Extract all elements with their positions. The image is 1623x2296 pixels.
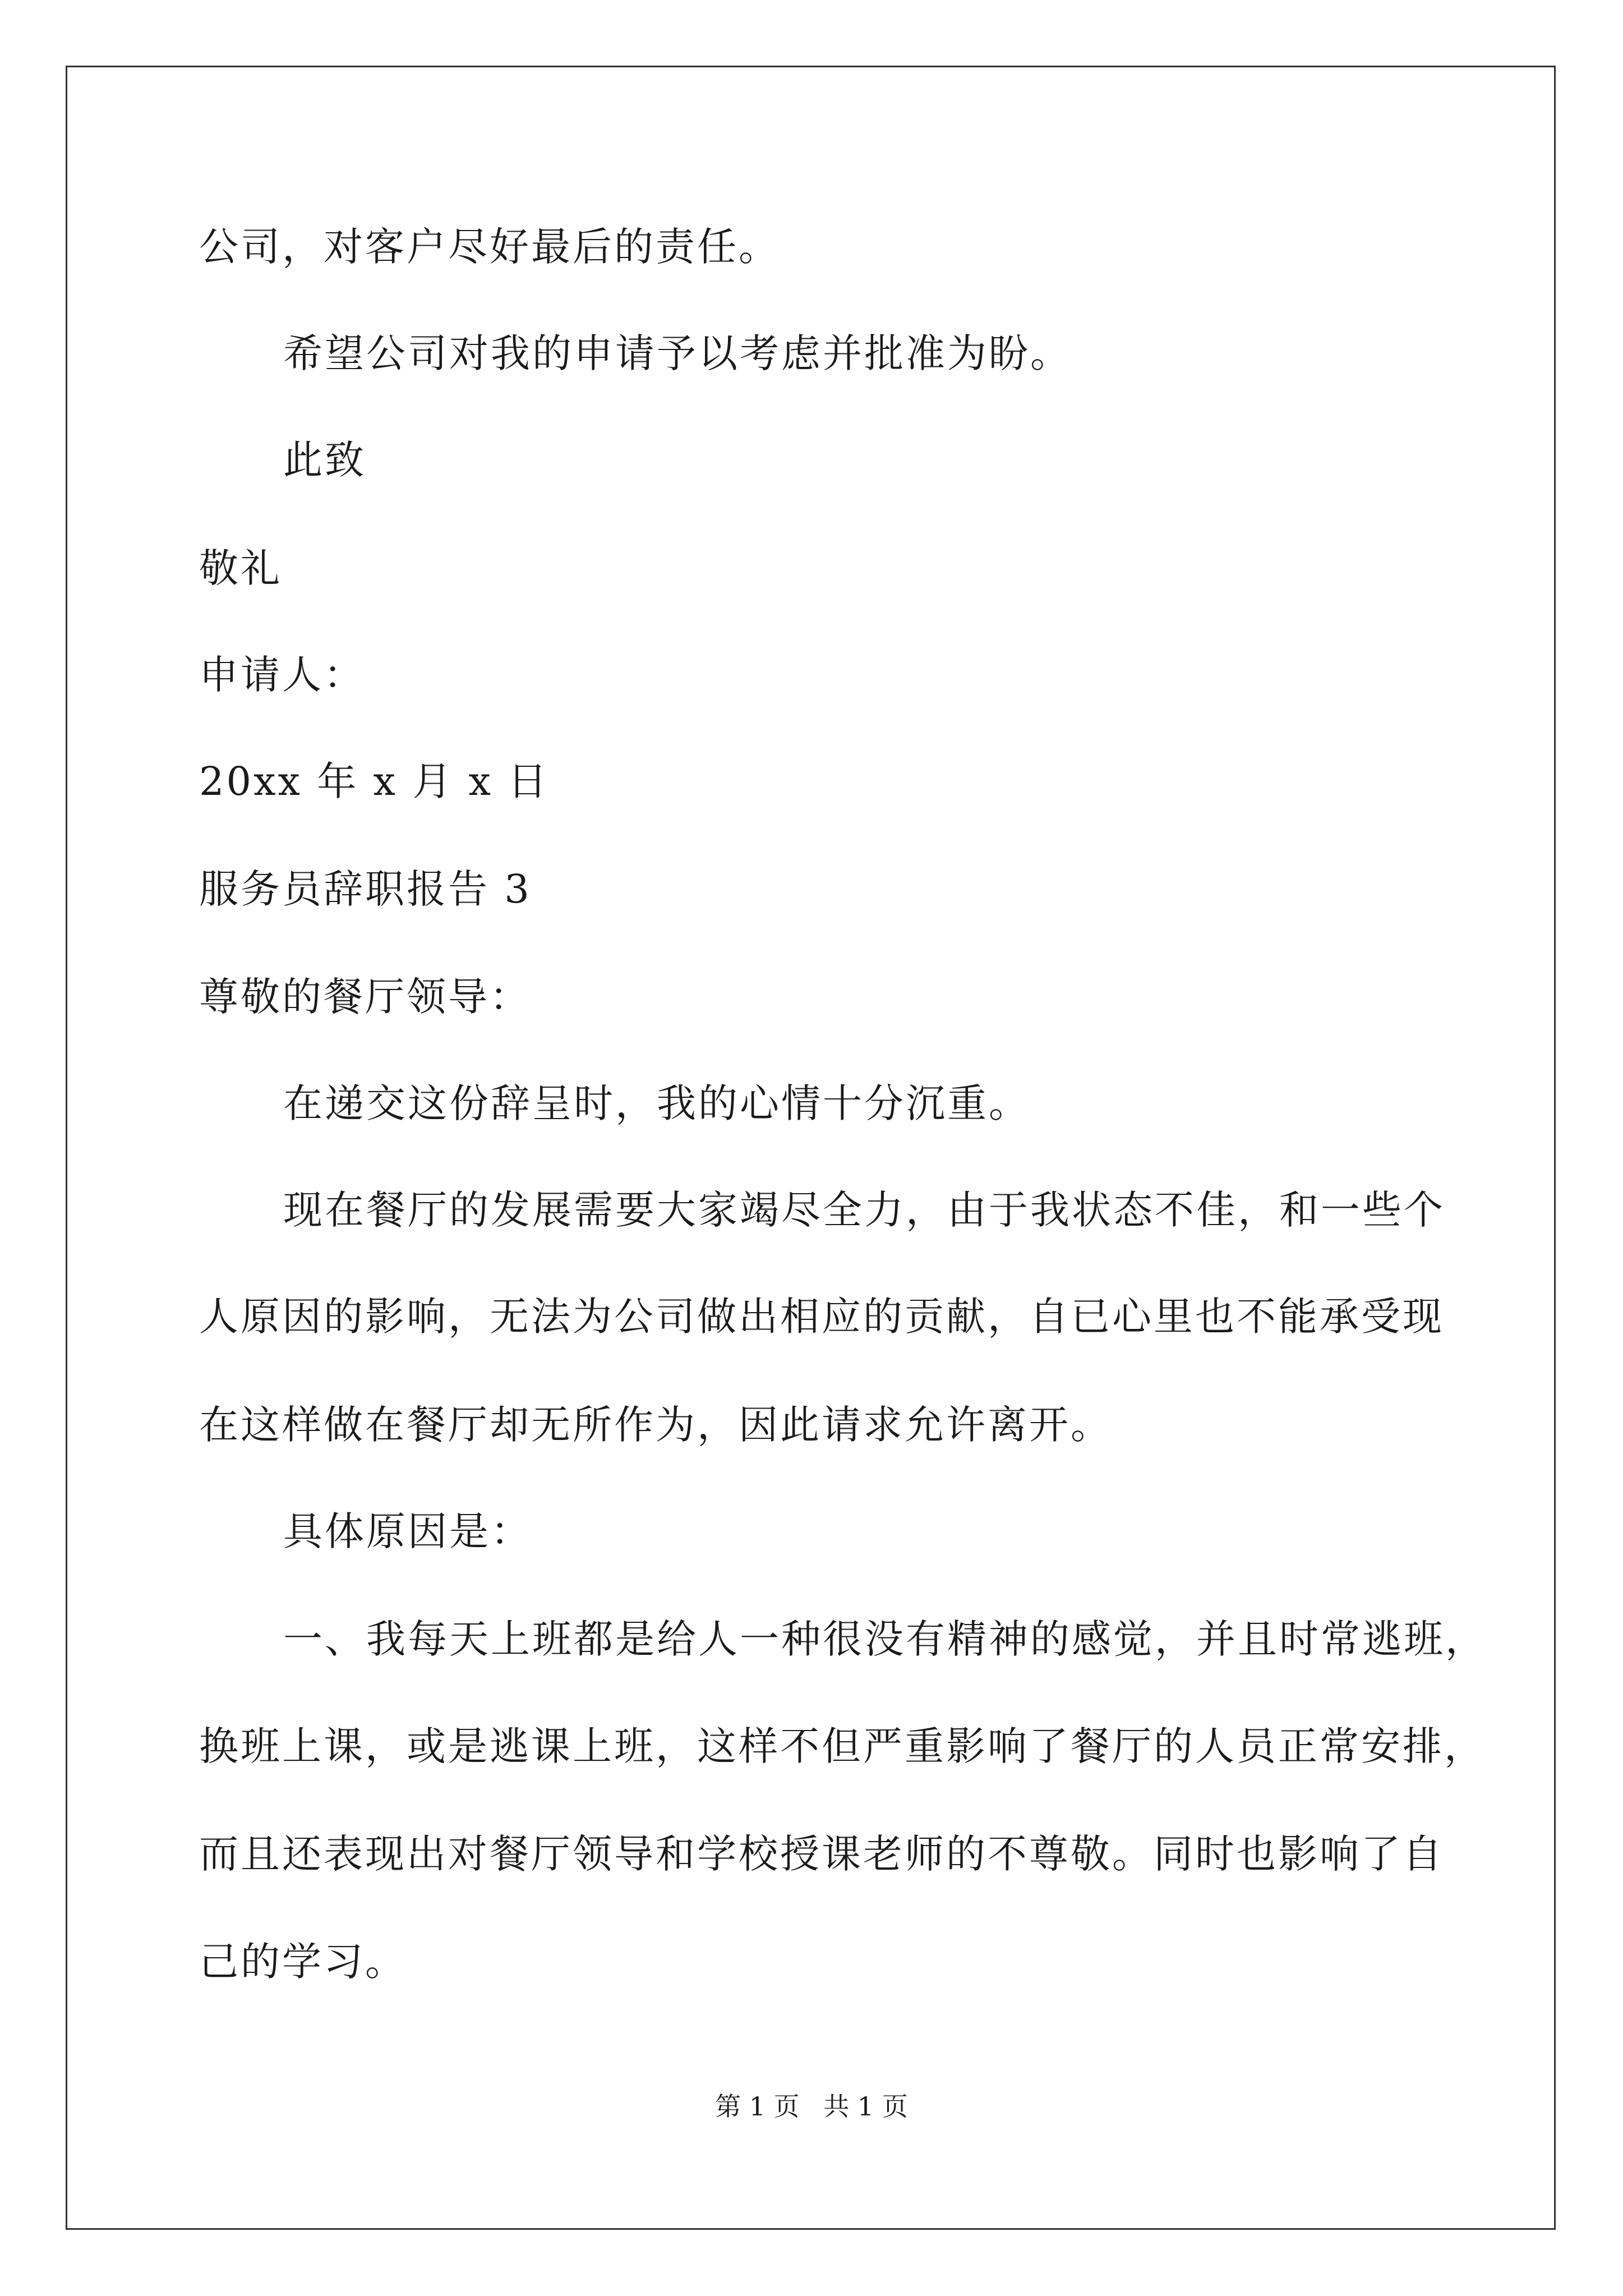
page-footer [0,2090,1623,2123]
text-line: 希望公司对我的申请予以考虑并批准为盼。 [283,330,1072,376]
text-line: 敬礼 [199,545,282,591]
text-line: 在这样做在餐厅却无所作为，因此请求允许离开。 [199,1402,1112,1448]
text-line: 而且还表现出对餐厅领导和学校授课老师的不尊敬。同时也影响了自 [199,1831,1444,1877]
text-line: 人原因的影响，无法为公司做出相应的贡献，自已心里也不能承受现 [199,1294,1444,1340]
text-line: 公司，对客户尽好最后的责任。 [199,224,780,270]
page-number: 第 1 页 [715,2091,800,2122]
page-total: 共 1 页 [823,2091,908,2122]
page-border [66,66,1556,2230]
text-line: 具体原因是： [283,1508,532,1554]
text-line: 己的学习。 [199,1939,407,1985]
text-line: 一、我每天上班都是给人一种很没有精神的感觉，并且时常逃班， [283,1616,1487,1662]
text-line: 申请人： [199,652,365,698]
text-line: 尊敬的餐厅领导： [199,974,531,1020]
text-line: 在递交这份辞呈时，我的心情十分沉重。 [283,1080,1030,1126]
text-line: 换班上课，或是逃课上班，这样不但严重影响了餐厅的人员正常安排， [199,1723,1486,1769]
text-line: 现在餐厅的发展需要大家竭尽全力，由于我状态不佳，和一些个 [283,1187,1445,1233]
text-line: 此致 [283,437,366,483]
section-title: 服务员辞职报告 3 [199,866,532,912]
text-line: 20xx 年 x 月 x 日 [199,758,550,804]
